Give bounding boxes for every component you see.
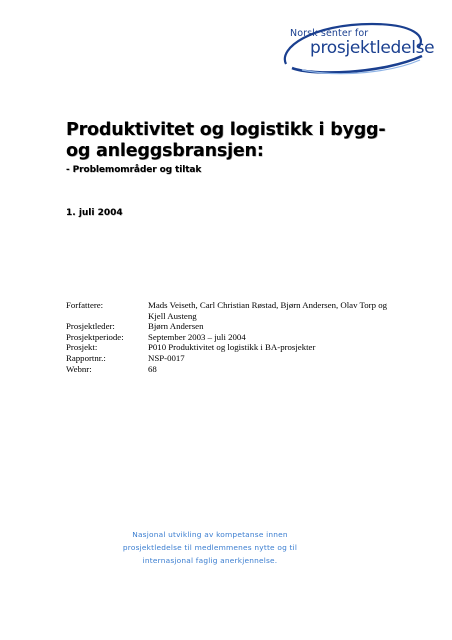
meta-label: Webnr: — [66, 363, 92, 374]
document-subtitle: - Problemområder og tiltak — [66, 165, 202, 175]
document-date: 1. juli 2004 — [66, 208, 123, 218]
meta-label: Prosjekt: — [66, 342, 98, 353]
slogan-line: Nasjonal utvikling av kompetanse innen — [132, 530, 288, 539]
meta-row-web-number — [66, 364, 388, 375]
slogan-line: prosjektledelse til medlemmenes nytte og til — [122, 543, 298, 552]
meta-row-report-number — [66, 353, 388, 364]
meta-value: 68 — [148, 363, 157, 374]
meta-label: Prosjektleder: — [66, 321, 115, 332]
meta-label: Rapportnr.: — [66, 352, 106, 363]
meta-label: Forfattere: — [66, 300, 104, 310]
meta-row-project-period — [66, 332, 388, 343]
meta-row-authors — [66, 300, 388, 321]
slogan-line: internasjonal faglig anerkjennelse. — [142, 556, 278, 565]
meta-label: Prosjektperiode: — [66, 331, 124, 342]
slogan — [90, 528, 330, 567]
logo — [272, 18, 435, 78]
meta-value: Mads Veiseth, Carl Christian Røstad, Bjørn Andersen, Olav Torp og Kjell Austeng — [148, 300, 387, 321]
document-title: Produktivitet og logistikk i bygg- og anleggsbransjen: — [66, 120, 386, 161]
logo-main-text: prosjektledelse — [310, 38, 435, 58]
meta-value: P010 Produktivitet og logistikk i BA-prosjekter — [148, 342, 316, 353]
meta-row-project-leader — [66, 321, 388, 332]
meta-value: NSP-0017 — [148, 352, 185, 363]
logo-top-text: Norsk senter for — [290, 28, 369, 39]
metadata-table — [66, 300, 388, 374]
meta-row-project — [66, 342, 388, 353]
meta-value: Bjørn Andersen — [148, 321, 204, 332]
meta-value: September 2003 – juli 2004 — [148, 331, 246, 342]
